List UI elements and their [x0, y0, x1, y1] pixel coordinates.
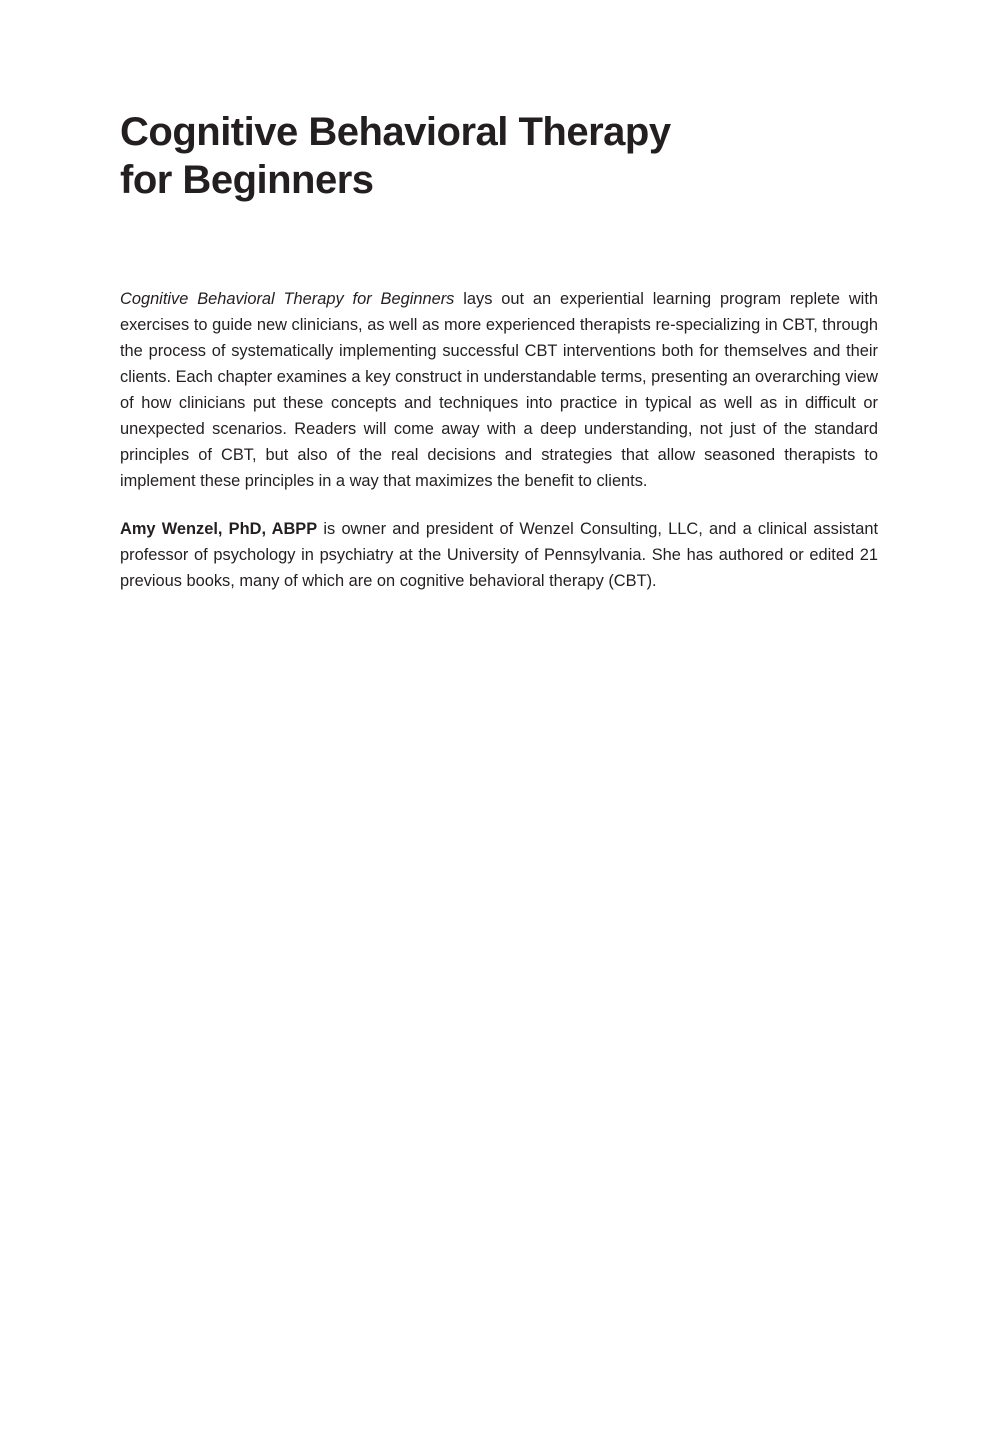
book-title-line-2: for Beginners [120, 158, 374, 202]
author-name: Amy Wenzel, PhD, ABPP [120, 520, 318, 538]
author-bio [120, 516, 878, 594]
book-description [120, 286, 878, 494]
book-title-line-1: Cognitive Behavioral Therapy [120, 110, 671, 154]
book-title [120, 108, 878, 204]
page-content [120, 108, 878, 594]
author-bio-text: is owner and president of Wenzel Consulting, LLC, and a clinical assistant professor of psychology in psychiatry at the University of Pennsylvania. She has authored or edited 21 previous books, many of which are on cognitive behavioral therapy (CBT). [120, 520, 878, 590]
description-text: lays out an experiential learning program replete with exercises to guide new clinicians, as well as more experienced therapists re-specializing in CBT, through the process of systematically implementing successful CBT interventions both for themselves and their clients. Each chapter examines a key construct in understandable terms, presenting an overarching view of how clinicians put these concepts and techniques into practice in typical as well as in difficult or unexpected scenarios. Readers will come away with a deep understanding, not just of the standard principles of CBT, but also of the real decisions and strategies that allow seasoned therapists to implement these principles in a way that maximizes the benefit to clients. [120, 290, 879, 490]
description-book-title: Cognitive Behavioral Therapy for Beginners [120, 290, 455, 308]
